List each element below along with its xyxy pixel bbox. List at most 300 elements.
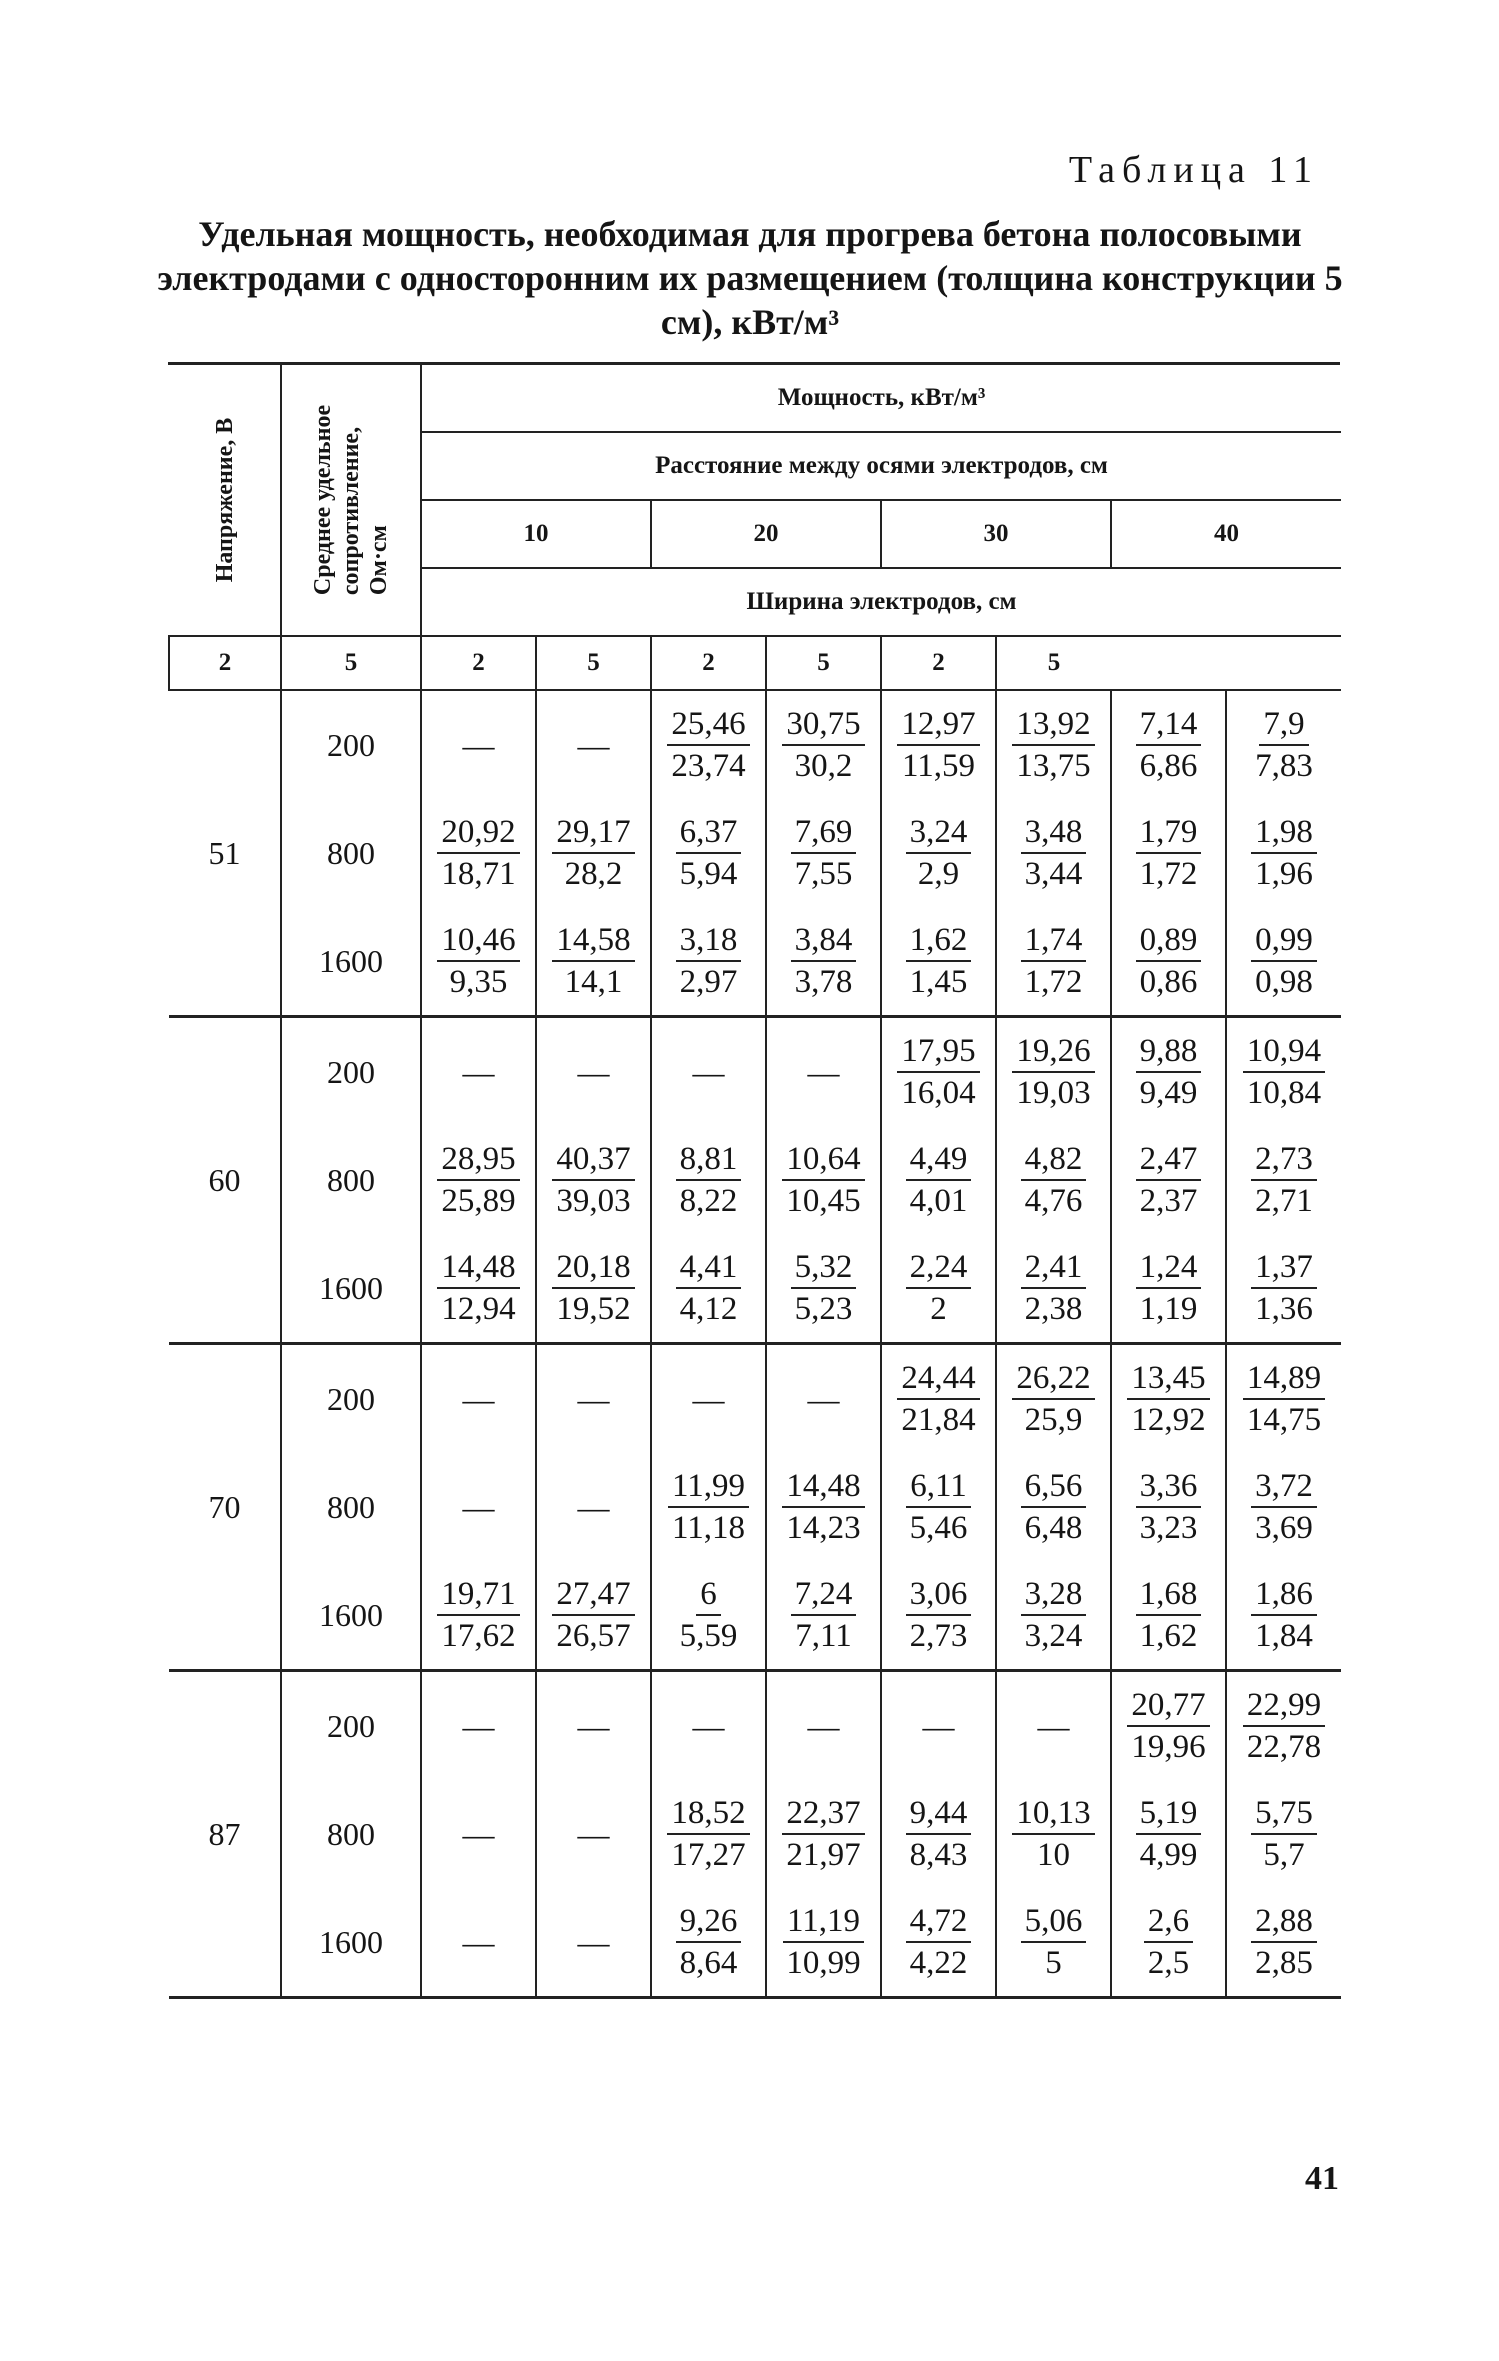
numerator: 1,98 [1251,812,1317,854]
table-row [169,1561,1341,1671]
denominator: 19,96 [1131,1729,1206,1765]
value-cell [1226,1126,1341,1234]
denominator: 14,1 [564,964,623,1000]
numerator: 2,73 [1251,1139,1317,1181]
denominator: 0,86 [1139,964,1198,1000]
denominator: 26,57 [556,1618,631,1654]
fraction-value [791,920,857,1002]
resistivity-cell: 200 [281,1344,421,1454]
fraction-value [667,1793,749,1875]
numerator: 4,41 [676,1247,742,1289]
denominator: 1,19 [1139,1291,1198,1327]
value-cell [1226,1561,1341,1671]
table-row [169,1126,1341,1234]
empty-dash: — [577,1923,610,1960]
distance-header: Расстояние между осями электродов, см [421,432,1341,500]
fraction-value [1136,812,1202,894]
numerator: 24,44 [897,1358,979,1400]
value-cell [996,690,1111,799]
fraction-value [1012,1031,1094,1113]
empty-dash: — [807,1380,840,1417]
denominator: 17,27 [671,1837,746,1873]
width-col-7: 5 [996,636,1111,690]
value-cell [651,690,766,799]
value-cell [996,1780,1111,1888]
value-cell [421,1344,536,1454]
denominator: 6,48 [1024,1510,1083,1546]
width-col-4: 2 [651,636,766,690]
fraction-value [552,920,634,1002]
denominator: 2,97 [679,964,738,1000]
value-cell [651,1671,766,1781]
value-cell [651,1561,766,1671]
denominator: 1,36 [1255,1291,1313,1327]
fraction-value [1021,920,1087,1002]
denominator: 5,94 [679,856,738,892]
fraction-value [1251,1793,1317,1875]
value-cell [766,1126,881,1234]
numerator: 5,06 [1021,1901,1087,1943]
value-cell [1226,1017,1341,1127]
value-cell [536,1017,651,1127]
value-cell [536,1561,651,1671]
fraction-value [1251,1139,1317,1221]
fraction-value [906,1574,972,1656]
value-cell [881,907,996,1017]
value-cell [766,1671,881,1781]
empty-dash: — [462,1380,495,1417]
fraction-value [906,1139,972,1221]
fraction-value [676,812,742,894]
denominator: 17,62 [441,1618,516,1654]
denominator: 4,01 [909,1183,968,1219]
value-cell [651,1126,766,1234]
value-cell [1226,1344,1341,1454]
denominator: 2,73 [909,1618,968,1654]
resistivity-cell: 200 [281,1671,421,1781]
fraction-value [437,1139,519,1221]
fraction-value [552,1574,634,1656]
value-cell [766,690,881,799]
fraction-value [782,704,864,786]
denominator: 4,99 [1139,1837,1198,1873]
numerator: 22,99 [1243,1685,1325,1727]
denominator: 1,72 [1024,964,1083,1000]
numerator: 13,92 [1012,704,1094,746]
value-cell [536,799,651,907]
denominator: 7,55 [794,856,853,892]
numerator: 3,18 [676,920,742,962]
value-cell [1111,799,1226,907]
fraction-value [1243,1358,1325,1440]
numerator: 2,41 [1021,1247,1087,1289]
empty-dash: — [807,1053,840,1090]
numerator: 9,44 [906,1793,972,1835]
denominator: 21,84 [901,1402,976,1438]
numerator: 22,37 [782,1793,864,1835]
value-cell [766,907,881,1017]
numerator: 3,06 [906,1574,972,1616]
value-cell [421,1561,536,1671]
fraction-value [1251,704,1317,786]
numerator: 9,26 [676,1901,742,1943]
value-cell [766,799,881,907]
fraction-value [791,1574,857,1656]
fraction-value [897,704,979,786]
denominator: 0,98 [1255,964,1313,1000]
value-cell [1226,1453,1341,1561]
numerator: 14,48 [437,1247,519,1289]
numerator: 1,37 [1251,1247,1317,1289]
empty-dash: — [692,1053,725,1090]
empty-dash: — [462,1815,495,1852]
fraction-value [782,1139,864,1221]
denominator: 14,23 [786,1510,861,1546]
resistivity-cell: 200 [281,1017,421,1127]
numerator: 7,9 [1259,704,1308,746]
value-cell [536,1780,651,1888]
numerator: 20,77 [1127,1685,1209,1727]
value-cell [651,1234,766,1344]
value-cell [421,1671,536,1781]
value-cell [881,1344,996,1454]
value-cell [1226,1234,1341,1344]
numerator: 1,74 [1021,920,1087,962]
table-row [169,1234,1341,1344]
value-cell [881,1453,996,1561]
fraction-value [906,1901,972,1983]
fraction-value [676,1247,742,1329]
empty-dash: — [577,1380,610,1417]
denominator: 21,97 [786,1837,861,1873]
value-cell [996,1561,1111,1671]
numerator: 10,94 [1243,1031,1325,1073]
fraction-value [1251,1247,1317,1329]
numerator: 5,32 [791,1247,857,1289]
fraction-value [1127,1685,1209,1767]
fraction-value [676,920,742,1002]
denominator: 2,37 [1139,1183,1198,1219]
table-row [169,1888,1341,1998]
value-cell [996,1126,1111,1234]
fraction-value [1243,1031,1325,1113]
numerator: 0,99 [1251,920,1317,962]
denominator: 2,5 [1147,1945,1190,1981]
numerator: 17,95 [897,1031,979,1073]
value-cell [766,1780,881,1888]
numerator: 6,11 [906,1466,971,1508]
value-cell [536,1126,651,1234]
value-cell [1111,1780,1226,1888]
table-row [169,1671,1341,1781]
denominator: 19,03 [1016,1075,1091,1111]
fraction-value [906,1466,972,1548]
fraction-value [1021,1139,1087,1221]
denominator: 4,12 [679,1291,738,1327]
width-col-2: 2 [421,636,536,690]
fraction-value [1136,1031,1202,1113]
denominator: 2,85 [1255,1945,1313,1981]
fraction-value [1251,1574,1317,1656]
denominator: 11,18 [671,1510,746,1546]
value-cell [421,1888,536,1998]
value-cell [1226,1671,1341,1781]
width-col-0: 2 [169,636,281,690]
value-cell [651,907,766,1017]
fraction-value [782,1466,864,1548]
resistivity-cell: 800 [281,1453,421,1561]
value-cell [421,1453,536,1561]
denominator: 10 [1037,1837,1070,1873]
numerator: 6 [696,1574,721,1616]
value-cell [421,799,536,907]
fraction-value [437,920,519,1002]
numerator: 11,99 [668,1466,749,1508]
denominator: 7,11 [795,1618,852,1654]
value-cell [881,1234,996,1344]
value-cell [881,1017,996,1127]
denominator: 1,62 [1139,1618,1198,1654]
power-table [168,365,1341,1999]
value-cell [421,1780,536,1888]
fraction-value [1012,704,1094,786]
numerator: 3,36 [1136,1466,1202,1508]
denominator: 2,9 [917,856,960,892]
denominator: 11,59 [901,748,976,784]
denominator: 4,22 [909,1945,968,1981]
empty-dash: — [1037,1707,1070,1744]
fraction-value [1136,1139,1202,1221]
fraction-value [437,1247,519,1329]
denominator: 14,75 [1246,1402,1322,1438]
fraction-value [1251,920,1317,1002]
value-cell [536,690,651,799]
empty-dash: — [692,1707,725,1744]
numerator: 1,68 [1136,1574,1202,1616]
numerator: 10,13 [1012,1793,1094,1835]
voltage-cell: 51 [169,690,281,1017]
numerator: 3,84 [791,920,857,962]
value-cell [421,1126,536,1234]
numerator: 30,75 [782,704,864,746]
value-cell [536,907,651,1017]
denominator: 3,23 [1139,1510,1198,1546]
value-cell [996,1017,1111,1127]
value-cell [1226,690,1341,799]
distance-10: 10 [421,500,651,568]
numerator: 7,24 [791,1574,857,1616]
numerator: 19,71 [437,1574,519,1616]
numerator: 4,49 [906,1139,972,1181]
resistivity-cell: 1600 [281,1561,421,1671]
fraction-value [552,812,634,894]
data-table-container [168,362,1340,1999]
value-cell [421,907,536,1017]
value-cell [996,1453,1111,1561]
value-cell [996,1344,1111,1454]
value-cell [421,1234,536,1344]
numerator: 1,79 [1136,812,1202,854]
value-cell [881,1671,996,1781]
fraction-value [1136,1574,1202,1656]
fraction-value [552,1247,634,1329]
denominator: 10,99 [786,1945,861,1981]
distance-20: 20 [651,500,881,568]
denominator: 3,78 [794,964,853,1000]
denominator: 3,44 [1024,856,1083,892]
value-cell [651,1017,766,1127]
numerator: 5,19 [1136,1793,1202,1835]
numerator: 5,75 [1251,1793,1317,1835]
fraction-value [1251,1466,1317,1548]
table-row [169,799,1341,907]
numerator: 6,56 [1021,1466,1087,1508]
numerator: 25,46 [667,704,749,746]
distance-30: 30 [881,500,1111,568]
denominator: 39,03 [556,1183,631,1219]
denominator: 5,23 [794,1291,853,1327]
denominator: 18,71 [441,856,516,892]
fraction-value [1251,812,1317,894]
numerator: 13,45 [1127,1358,1209,1400]
denominator: 10,84 [1246,1075,1322,1111]
value-cell [996,907,1111,1017]
denominator: 3,69 [1255,1510,1313,1546]
value-cell [1111,690,1226,799]
value-cell [421,690,536,799]
value-cell [766,1017,881,1127]
numerator: 8,81 [676,1139,742,1181]
resistivity-cell: 200 [281,690,421,799]
fraction-value [906,920,972,1002]
width-col-1: 5 [281,636,421,690]
value-cell [1226,1780,1341,1888]
value-cell [651,1344,766,1454]
value-cell [996,1888,1111,1998]
numerator: 19,26 [1012,1031,1094,1073]
numerator: 12,97 [897,704,979,746]
numerator: 6,37 [676,812,742,854]
value-cell [651,1453,766,1561]
fraction-value [1136,1466,1202,1548]
denominator: 5 [1045,1945,1062,1981]
value-cell [536,1344,651,1454]
numerator: 4,82 [1021,1139,1087,1181]
resistivity-cell: 800 [281,1126,421,1234]
value-cell [536,1234,651,1344]
table-body [169,690,1341,1998]
width-col-3: 5 [536,636,651,690]
table-row [169,1017,1341,1127]
numerator: 7,14 [1136,704,1202,746]
value-cell [766,1561,881,1671]
denominator: 1,45 [909,964,968,1000]
resistivity-cell: 1600 [281,1234,421,1344]
denominator: 3,24 [1024,1618,1083,1654]
fraction-value [667,704,749,786]
width-header: Ширина электродов, см [421,568,1341,636]
denominator: 2,38 [1024,1291,1083,1327]
fraction-value [906,1793,972,1875]
fraction-value [1136,704,1202,786]
numerator: 14,89 [1243,1358,1325,1400]
value-cell [766,1344,881,1454]
fraction-value [552,1139,634,1221]
empty-dash: — [577,1815,610,1852]
empty-dash: — [577,726,610,763]
numerator: 10,64 [782,1139,864,1181]
fraction-value [437,812,519,894]
value-cell [881,799,996,907]
distance-40: 40 [1111,500,1341,568]
numerator: 2,88 [1251,1901,1317,1943]
table-row [169,1453,1341,1561]
denominator: 12,92 [1131,1402,1206,1438]
value-cell [881,690,996,799]
numerator: 3,72 [1251,1466,1317,1508]
empty-dash: — [577,1053,610,1090]
denominator: 5,46 [909,1510,968,1546]
value-cell [651,1888,766,1998]
voltage-cell: 60 [169,1017,281,1344]
denominator: 28,2 [564,856,623,892]
value-cell [881,1780,996,1888]
fraction-value [1021,1247,1087,1329]
empty-dash: — [462,1488,495,1525]
denominator: 6,86 [1139,748,1198,784]
resistivity-cell: 800 [281,799,421,907]
voltage-cell: 70 [169,1344,281,1671]
denominator: 16,04 [901,1075,976,1111]
value-cell [1111,907,1226,1017]
table-row [169,1344,1341,1454]
table-row [169,907,1341,1017]
denominator: 8,22 [679,1183,738,1219]
numerator: 28,95 [437,1139,519,1181]
value-cell [421,1017,536,1127]
numerator: 2,6 [1144,1901,1193,1943]
value-cell [1111,1017,1226,1127]
fraction-value [676,1901,742,1983]
numerator: 18,52 [667,1793,749,1835]
width-col-5: 5 [766,636,881,690]
value-cell [1226,907,1341,1017]
numerator: 3,24 [906,812,972,854]
empty-dash: — [577,1707,610,1744]
numerator: 11,19 [783,1901,864,1943]
value-cell [766,1888,881,1998]
fraction-value [1251,1901,1317,1983]
value-cell [881,1126,996,1234]
fraction-value [897,1031,979,1113]
fraction-value [1136,920,1202,1002]
denominator: 2 [930,1291,947,1327]
resistivity-cell: 1600 [281,1888,421,1998]
fraction-value [668,1466,749,1548]
denominator: 25,89 [441,1183,516,1219]
value-cell [651,1780,766,1888]
empty-dash: — [692,1380,725,1417]
denominator: 4,76 [1024,1183,1083,1219]
fraction-value [906,1247,972,1329]
value-cell [996,799,1111,907]
value-cell [996,1234,1111,1344]
numerator: 14,58 [552,920,634,962]
numerator: 26,22 [1012,1358,1094,1400]
fraction-value [1021,1901,1087,1983]
resistivity-cell: 800 [281,1780,421,1888]
denominator: 5,59 [679,1618,738,1654]
